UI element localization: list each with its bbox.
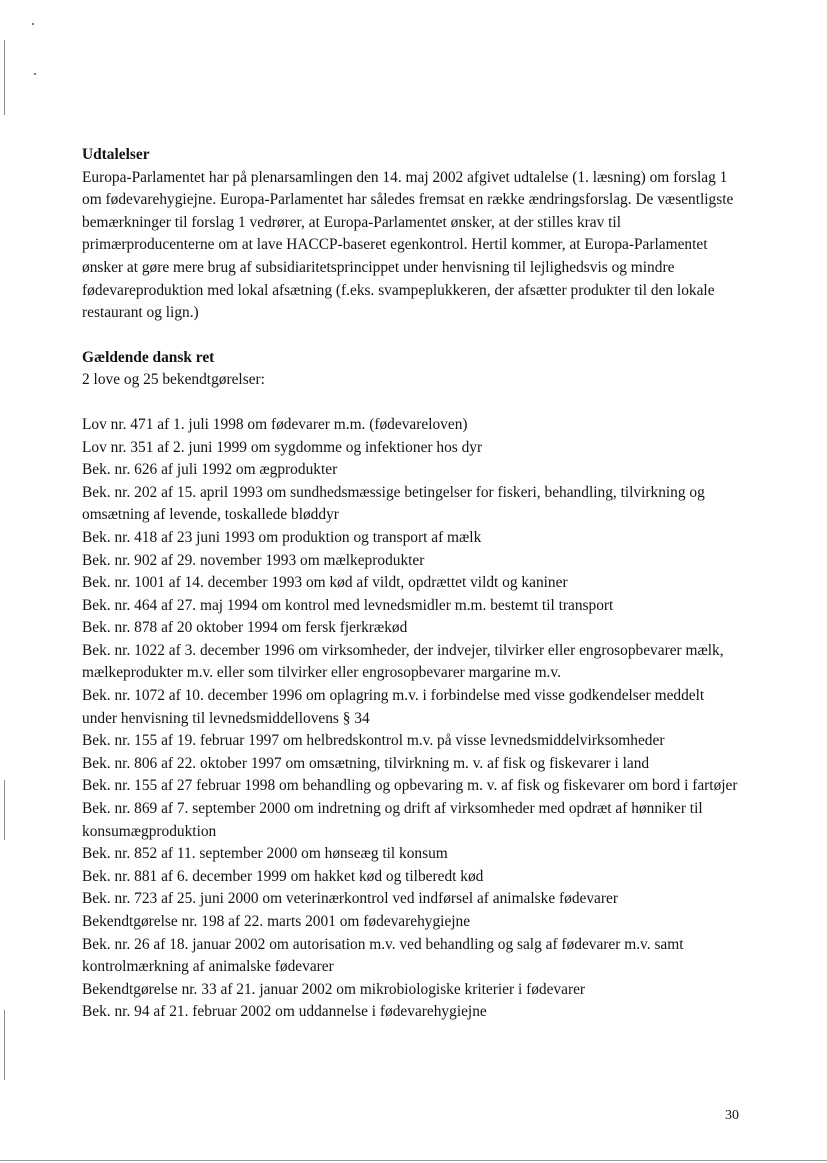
gaeldende-intro: 2 love og 25 bekendtgørelser: bbox=[82, 371, 265, 389]
legislation-entry: Bek. nr. 852 af 11. september 2000 om hønseæg til konsum bbox=[82, 845, 448, 863]
document-body bbox=[82, 144, 740, 1024]
legislation-entry: Bek. nr. 202 af 15. april 1993 om sundhedsmæssige betingelser for fiskeri, behandling, tilvirkning og omsætning af levende, toskallede bløddyr bbox=[82, 483, 705, 524]
section-spacer bbox=[82, 325, 740, 347]
scan-bottom-edge bbox=[0, 1160, 827, 1161]
legislation-entry: Bekendtgørelse nr. 33 af 21. januar 2002 om mikrobiologiske kriterier i fødevarer bbox=[82, 980, 586, 998]
legislation-entry: Lov nr. 471 af 1. juli 1998 om fødevarer m.m. (fødevareloven) bbox=[82, 415, 468, 433]
legislation-entry: Bek. nr. 155 af 19. februar 1997 om helbredskontrol m.v. på visse levnedsmiddelvirksomheder bbox=[82, 732, 665, 750]
page-number: 30 bbox=[725, 1108, 739, 1123]
scan-speck bbox=[32, 23, 34, 25]
legislation-entry: Bek. nr. 806 af 22. oktober 1997 om omsætning, tilvirkning m. v. af fisk og fiskevarer i land bbox=[82, 754, 650, 772]
scan-speck bbox=[34, 73, 36, 75]
section-heading-udtalelser: Udtalelser bbox=[82, 146, 150, 163]
legislation-entry: Bekendtgørelse nr. 198 af 22. marts 2001 om fødevarehygiejne bbox=[82, 913, 471, 930]
legislation-entry: Bek. nr. 626 af juli 1992 om ægprodukter bbox=[82, 461, 338, 479]
legislation-entry: Bek. nr. 723 af 25. juni 2000 om veterinærkontrol ved indførsel af animalske fødevarer bbox=[82, 890, 618, 908]
scan-margin-line bbox=[4, 40, 5, 115]
legislation-entry: Bek. nr. 464 af 27. maj 1994 om kontrol med levnedsmidler m.m. bestemt til transport bbox=[82, 596, 614, 614]
udtalelser-paragraph: Europa-Parlamentet har på plenarsamlingen den 14. maj 2002 afgivet udtalelse (1. læsning) om forslag 1 om fødevarehygiejne. Europa-Parlamentet har således fremsat en række ændringsforslag. De væsentligste bemærkninger til forslag 1 vedrører, at Europa-Parlamentet ønsker, at der stilles krav til primærproducenterne om at lave HACCP-baseret egenkontrol. Hertil kommer, at Europa-Parlamentet ønsker at gøre mere brug af subsidiaritetsprincippet under henvisning til lejlighedsvis og mindre fødevareproduktion med lokal afsætning (f.eks. svampeplukkeren, der afsætter produkter til den lokale restaurant og lign.) bbox=[82, 168, 734, 322]
legislation-entry: Bek. nr. 1022 af 3. december 1996 om virksomheder, der indvejer, tilvirker eller engrosopbevarer mælk, mælkeprodukter m.v. eller som tilvirker eller engrosopbevarer margarine m.v. bbox=[82, 641, 724, 682]
legislation-entry: Bek. nr. 418 af 23 juni 1993 om produktion og transport af mælk bbox=[82, 528, 482, 546]
scan-margin-line bbox=[4, 1010, 5, 1080]
legislation-entry: Bek. nr. 881 af 6. december 1999 om hakket kød og tilberedt kød bbox=[82, 867, 484, 885]
legislation-entry: Bek. nr. 878 af 20 oktober 1994 om fersk fjerkrækød bbox=[82, 619, 408, 637]
legislation-entry: Bek. nr. 1001 af 14. december 1993 om kød af vildt, opdrættet vildt og kaniner bbox=[82, 574, 568, 592]
section-heading-gaeldende-dansk-ret: Gældende dansk ret bbox=[82, 348, 215, 366]
legislation-entry: Bek. nr. 869 af 7. september 2000 om indretning og drift af virksomheder med opdræt af hønniker til konsumægproduktion bbox=[82, 800, 703, 840]
legislation-entry: Lov nr. 351 af 2. juni 1999 om sygdomme og infektioner hos dyr bbox=[82, 438, 483, 456]
legislation-entry: Bek. nr. 902 af 29. november 1993 om mælkeprodukter bbox=[82, 551, 425, 569]
scan-margin-line bbox=[4, 780, 5, 840]
legislation-entry: Bek. nr. 26 af 18. januar 2002 om autorisation m.v. ved behandling og salg af fødevarer m.v. samt kontrolmærkning af animalske fødevarer bbox=[82, 935, 684, 976]
legislation-entry: Bek. nr. 155 af 27 februar 1998 om behandling og opbevaring m. v. af fisk og fiskevarer om bord i fartøjer bbox=[82, 777, 738, 795]
legislation-entry: Bek. nr. 94 af 21. februar 2002 om uddannelse i fødevarehygiejne bbox=[82, 1003, 487, 1021]
legislation-list bbox=[82, 414, 740, 1024]
legislation-entry: Bek. nr. 1072 af 10. december 1996 om oplagring m.v. i forbindelse med visse godkendelser meddelt under henvisning til levnedsmiddellovens § 34 bbox=[82, 687, 705, 727]
list-spacer bbox=[82, 392, 740, 414]
